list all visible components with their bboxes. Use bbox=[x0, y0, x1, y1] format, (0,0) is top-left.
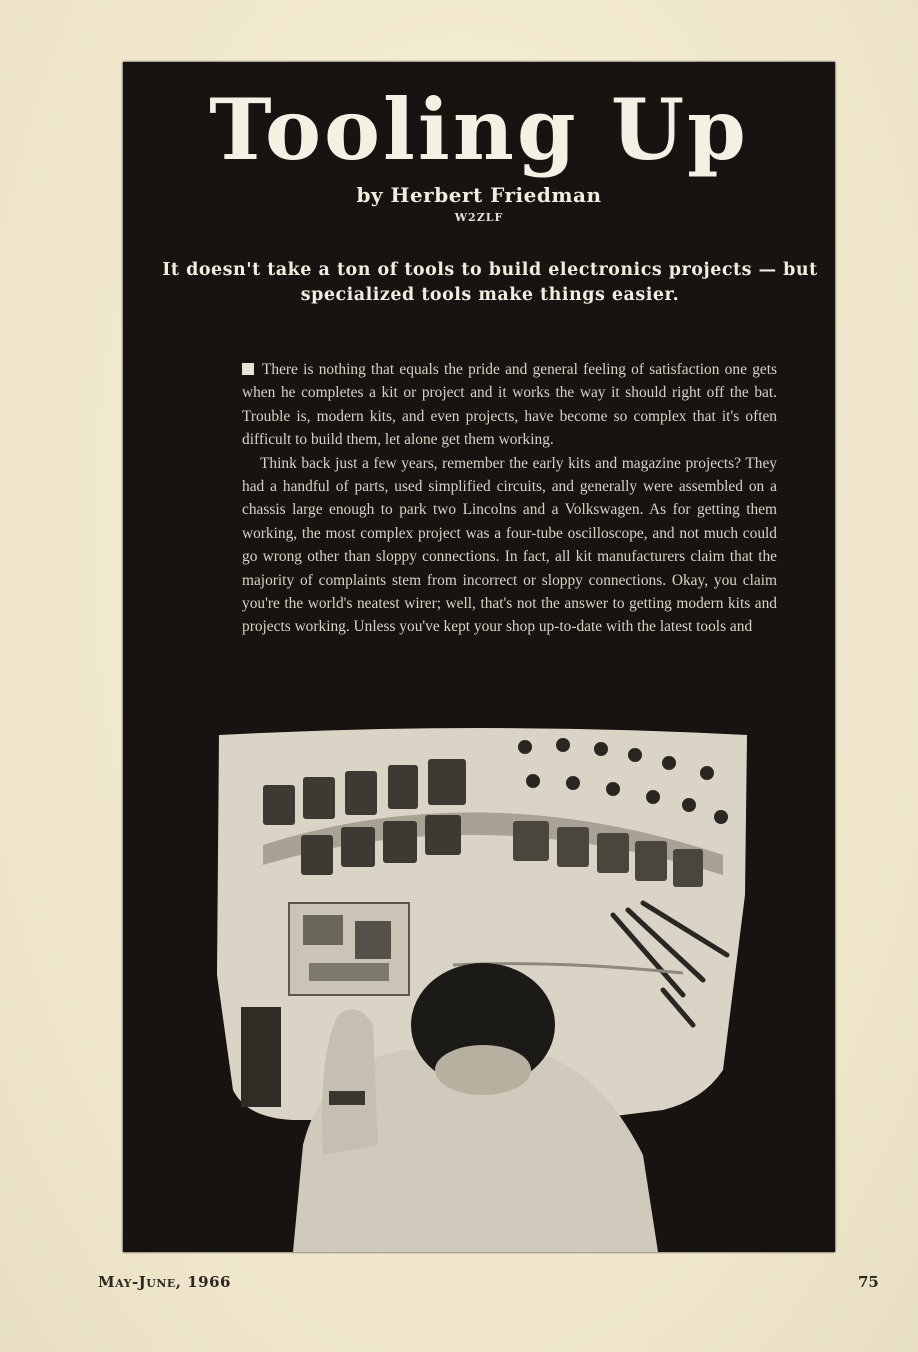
workbench-photo bbox=[123, 725, 835, 1252]
article-body bbox=[242, 358, 777, 639]
body-paragraph-2: Think back just a few years, remember the early kits and magazine projects? They had a handful of parts, used simplified circuits, and generally were assembled on a chassis large enough to park two Lincolns and a Volkswagen. As for getting them working, the most complex project was a four-tube oscilloscope, and not much could go wrong other than sloppy connections. In fact, all kit manufacturers claim that the majority of complaints stem from incorrect or sloppy connections. Okay, you claim you're the world's neatest wirer; well, that's not the answer to getting modern kits and projects working. Unless you've kept your shop up-to-date with the latest tools and bbox=[242, 454, 777, 636]
page-number: 75 bbox=[858, 1273, 879, 1291]
issue-date: May-June, 1966 bbox=[98, 1273, 231, 1291]
byline: by Herbert Friedman bbox=[356, 183, 602, 207]
paragraph-bullet-icon bbox=[242, 363, 254, 375]
body-paragraph-1: There is nothing that equals the pride and general feeling of satisfaction one gets when he completes a kit or project and it works the way it should right off the bat. Trouble is, modern kits, and even projects, have become so complex that it's often difficult to build them, let alone get them working. bbox=[242, 361, 777, 449]
callsign: W2ZLF bbox=[454, 211, 504, 224]
article-deck: It doesn't take a ton of tools to build electronics projects — but specialized tools make things easier. bbox=[162, 260, 818, 305]
article-title: Tooling Up bbox=[209, 80, 749, 179]
